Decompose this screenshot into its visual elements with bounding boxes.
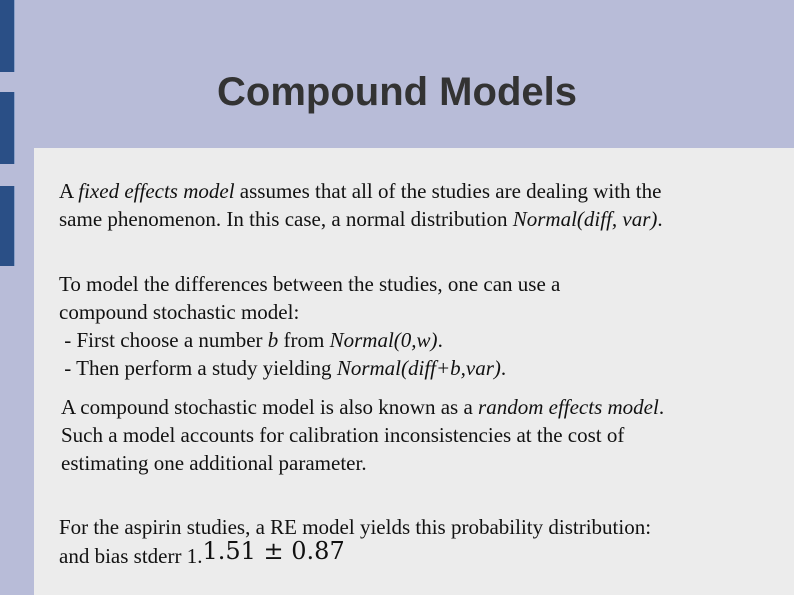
p2-line3-e: . <box>437 328 443 352</box>
p4-line2: and bias stderr 1. <box>59 544 203 568</box>
p2-line3-d: Normal(0,w) <box>329 328 438 352</box>
p2-line3-a: - First choose a number <box>59 328 268 352</box>
p1-prefix: A <box>59 179 79 203</box>
p2-line4-b: Normal(diff+b,var) <box>336 356 501 380</box>
p2-line3-c: from <box>278 328 330 352</box>
p3-line1-c: . <box>658 395 665 419</box>
p4-math-formula: 1.51 ± 0.87 <box>202 537 345 565</box>
paragraph-aspirin <box>59 513 779 570</box>
p3-line1-a: A compound stochastic model is also known as a <box>61 395 479 419</box>
p2-line4-a: - Then perform a study yielding <box>59 356 337 380</box>
p1-dist: Normal(diff, var) <box>512 207 658 231</box>
p2-line1: To model the differences between the studies, one can use a <box>59 272 561 296</box>
paragraph-random-effects <box>61 393 781 477</box>
side-bar-bottom <box>0 186 15 266</box>
p1-end: . <box>657 207 663 231</box>
p3-line2: Such a model accounts for calibration inconsistencies at the cost of <box>61 423 625 447</box>
p1-fixed-effects-term: fixed effects model <box>78 179 235 203</box>
p3-line3: estimating one additional parameter. <box>61 451 367 475</box>
p1-line2: same phenomenon. In this case, a normal distribution <box>59 207 513 231</box>
paragraph-fixed-effects <box>59 177 779 233</box>
slide-title-text: Compound Models <box>217 70 577 114</box>
p2-line3-b: b <box>267 328 279 352</box>
p2-line2: compound stochastic model: <box>59 300 300 324</box>
side-bar-top <box>0 0 15 72</box>
slide-title <box>0 70 794 115</box>
p2-line4-c: . <box>500 356 507 380</box>
paragraph-compound-model <box>59 270 779 382</box>
p3-random-effects-term: random effects model <box>478 395 659 419</box>
p1-mid: assumes that all of the studies are dealing with the <box>234 179 662 203</box>
p4-line1: For the aspirin studies, a RE model yields this probability distribution: <box>59 515 652 539</box>
